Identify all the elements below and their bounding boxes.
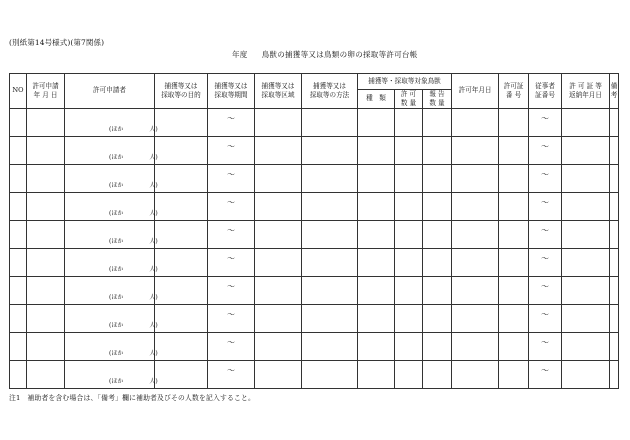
cell-species[interactable] xyxy=(358,136,395,164)
cell-worker-certificate[interactable] xyxy=(529,304,562,332)
cell-remarks[interactable] xyxy=(610,276,619,304)
cell-no[interactable] xyxy=(10,164,27,192)
cell-certificate-number[interactable] xyxy=(499,304,529,332)
cell-purpose[interactable] xyxy=(155,108,208,136)
cell-applicant[interactable] xyxy=(65,276,158,304)
cell-method[interactable] xyxy=(302,192,358,220)
cell-period[interactable] xyxy=(208,248,255,276)
cell-purpose[interactable] xyxy=(155,304,208,332)
cell-purpose[interactable] xyxy=(155,220,208,248)
cell-report-quantity[interactable] xyxy=(423,220,452,248)
cell-permit-quantity[interactable] xyxy=(395,136,423,164)
cell-species[interactable] xyxy=(358,220,395,248)
cell-permit-date[interactable] xyxy=(452,248,499,276)
cell-area[interactable] xyxy=(255,136,302,164)
cell-application-date[interactable] xyxy=(27,220,65,248)
cell-return-date[interactable] xyxy=(562,136,610,164)
cell-remarks[interactable] xyxy=(610,136,619,164)
cell-remarks[interactable] xyxy=(610,220,619,248)
cell-worker-certificate[interactable] xyxy=(529,276,562,304)
cell-no[interactable] xyxy=(10,108,27,136)
header-period: 捕獲等又は 採取等期間 xyxy=(208,74,255,109)
header-species: 種 類 xyxy=(358,90,395,109)
others-count-label: (ほか 人) xyxy=(109,153,158,161)
cell-species[interactable] xyxy=(358,304,395,332)
cell-certificate-number[interactable] xyxy=(499,192,529,220)
footnote: 注1 補助者を含む場合は、「備考」欄に補助者及びその人数を記入すること。 xyxy=(9,394,256,402)
cell-permit-quantity[interactable] xyxy=(395,360,423,388)
cell-permit-date[interactable] xyxy=(452,192,499,220)
cell-species[interactable] xyxy=(358,164,395,192)
cell-permit-quantity[interactable] xyxy=(395,276,423,304)
cell-remarks[interactable] xyxy=(610,108,619,136)
range-tilde: ～ xyxy=(227,281,235,291)
cell-worker-certificate[interactable] xyxy=(529,136,562,164)
cell-species[interactable] xyxy=(358,192,395,220)
cell-report-quantity[interactable] xyxy=(423,164,452,192)
header-remarks: 備 考 xyxy=(610,74,619,109)
cell-no[interactable] xyxy=(10,136,27,164)
cell-method[interactable] xyxy=(302,220,358,248)
cell-permit-date[interactable] xyxy=(452,136,499,164)
cell-applicant[interactable] xyxy=(65,360,158,388)
cell-no[interactable] xyxy=(10,332,27,360)
cell-period[interactable] xyxy=(208,192,255,220)
cell-method[interactable] xyxy=(302,304,358,332)
cell-worker-certificate[interactable] xyxy=(529,248,562,276)
cell-applicant[interactable] xyxy=(65,304,158,332)
cell-report-quantity[interactable] xyxy=(423,136,452,164)
range-tilde: ～ xyxy=(541,197,550,207)
cell-report-quantity[interactable] xyxy=(423,248,452,276)
cell-species[interactable] xyxy=(358,332,395,360)
cell-permit-quantity[interactable] xyxy=(395,108,423,136)
cell-report-quantity[interactable] xyxy=(423,108,452,136)
cell-return-date[interactable] xyxy=(562,360,610,388)
table-row xyxy=(10,220,619,248)
cell-permit-date[interactable] xyxy=(452,276,499,304)
cell-species[interactable] xyxy=(358,360,395,388)
cell-area[interactable] xyxy=(255,248,302,276)
others-count-label: (ほか 人) xyxy=(109,209,158,217)
cell-application-date[interactable] xyxy=(27,360,65,388)
range-tilde: ～ xyxy=(541,281,550,291)
cell-area[interactable] xyxy=(255,276,302,304)
range-tilde: ～ xyxy=(227,366,235,376)
cell-permit-date[interactable] xyxy=(452,332,499,360)
others-count-label: (ほか 人) xyxy=(109,237,158,245)
cell-purpose[interactable] xyxy=(155,360,208,388)
cell-purpose[interactable] xyxy=(155,192,208,220)
cell-application-date[interactable] xyxy=(27,248,65,276)
cell-method[interactable] xyxy=(302,248,358,276)
cell-report-quantity[interactable] xyxy=(423,276,452,304)
table-row xyxy=(10,136,619,164)
table-row xyxy=(10,192,619,220)
document-title xyxy=(232,49,418,60)
cell-permit-date[interactable] xyxy=(452,108,499,136)
cell-permit-quantity[interactable] xyxy=(395,304,423,332)
cell-permit-quantity[interactable] xyxy=(395,248,423,276)
cell-remarks[interactable] xyxy=(610,192,619,220)
cell-applicant[interactable] xyxy=(65,136,158,164)
range-tilde: ～ xyxy=(227,141,235,151)
cell-permit-quantity[interactable] xyxy=(395,192,423,220)
others-count-label: (ほか 人) xyxy=(109,349,158,357)
table-row xyxy=(10,108,619,136)
cell-certificate-number[interactable] xyxy=(499,220,529,248)
cell-purpose[interactable] xyxy=(155,248,208,276)
cell-worker-certificate[interactable] xyxy=(529,164,562,192)
title-text: 鳥獣の捕獲等又は鳥類の卵の採取等許可台帳 xyxy=(261,50,418,59)
cell-area[interactable] xyxy=(255,332,302,360)
range-tilde: ～ xyxy=(541,141,550,151)
cell-area[interactable] xyxy=(255,220,302,248)
cell-worker-certificate[interactable] xyxy=(529,108,562,136)
cell-remarks[interactable] xyxy=(610,360,619,388)
header-area: 捕獲等又は 採取等区域 xyxy=(255,74,302,109)
cell-area[interactable] xyxy=(255,360,302,388)
cell-return-date[interactable] xyxy=(562,220,610,248)
cell-return-date[interactable] xyxy=(562,108,610,136)
permit-ledger-table xyxy=(9,73,624,389)
cell-area[interactable] xyxy=(255,108,302,136)
cell-method[interactable] xyxy=(302,136,358,164)
cell-period[interactable] xyxy=(208,220,255,248)
range-tilde: ～ xyxy=(541,366,550,376)
cell-return-date[interactable] xyxy=(562,248,610,276)
cell-report-quantity[interactable] xyxy=(423,192,452,220)
cell-no[interactable] xyxy=(10,276,27,304)
cell-certificate-number[interactable] xyxy=(499,248,529,276)
cell-area[interactable] xyxy=(255,192,302,220)
cell-remarks[interactable] xyxy=(610,304,619,332)
header-certificate-number: 許可証 番 号 xyxy=(499,74,529,109)
cell-worker-certificate[interactable] xyxy=(529,332,562,360)
cell-no[interactable] xyxy=(10,192,27,220)
cell-application-date[interactable] xyxy=(27,136,65,164)
cell-applicant[interactable] xyxy=(65,108,158,136)
cell-permit-quantity[interactable] xyxy=(395,332,423,360)
cell-certificate-number[interactable] xyxy=(499,136,529,164)
range-tilde: ～ xyxy=(227,338,235,348)
table-row xyxy=(10,248,619,276)
header-no: NO xyxy=(10,74,27,109)
range-tilde: ～ xyxy=(227,310,235,319)
cell-purpose[interactable] xyxy=(155,136,208,164)
cell-report-quantity[interactable] xyxy=(423,332,452,360)
range-tilde: ～ xyxy=(227,197,235,207)
cell-certificate-number[interactable] xyxy=(499,108,529,136)
table-row xyxy=(10,304,619,332)
cell-report-quantity[interactable] xyxy=(423,304,452,332)
cell-species[interactable] xyxy=(358,108,395,136)
header-application-date: 許可申請 年 月 日 xyxy=(27,74,65,109)
header-return-date: 許 可 証 等 返納年月日 xyxy=(562,74,610,109)
form-reference: (別紙第14号様式)(第7関係) xyxy=(9,38,105,47)
cell-permit-date[interactable] xyxy=(452,304,499,332)
cell-area[interactable] xyxy=(255,164,302,192)
cell-applicant[interactable] xyxy=(65,332,158,360)
table-row xyxy=(10,164,619,192)
cell-purpose[interactable] xyxy=(155,276,208,304)
cell-certificate-number[interactable] xyxy=(499,332,529,360)
header-applicant: 許可申請者 xyxy=(65,74,155,109)
cell-no[interactable] xyxy=(10,304,27,332)
cell-permit-date[interactable] xyxy=(452,164,499,192)
range-tilde: ～ xyxy=(227,169,235,179)
cell-species[interactable] xyxy=(358,276,395,304)
header-report-quantity: 報 告 数 量 xyxy=(423,90,452,109)
cell-permit-date[interactable] xyxy=(452,360,499,388)
cell-application-date[interactable] xyxy=(27,108,65,136)
range-tilde: ～ xyxy=(227,225,235,235)
table-row xyxy=(10,332,619,360)
cell-permit-quantity[interactable] xyxy=(395,220,423,248)
cell-permit-quantity[interactable] xyxy=(395,164,423,192)
cell-period[interactable] xyxy=(208,108,255,136)
cell-period[interactable] xyxy=(208,304,255,332)
cell-worker-certificate[interactable] xyxy=(529,220,562,248)
range-tilde: ～ xyxy=(541,310,550,319)
table-header xyxy=(10,74,624,109)
others-count-label: (ほか 人) xyxy=(109,181,158,189)
cell-worker-certificate[interactable] xyxy=(529,192,562,220)
cell-applicant[interactable] xyxy=(65,220,158,248)
cell-purpose[interactable] xyxy=(155,164,208,192)
cell-no[interactable] xyxy=(10,360,27,388)
table-row xyxy=(10,360,619,388)
cell-application-date[interactable] xyxy=(27,304,65,332)
table-row xyxy=(10,276,619,304)
others-count-label: (ほか 人) xyxy=(109,265,158,273)
cell-application-date[interactable] xyxy=(27,332,65,360)
header-purpose: 捕獲等又は 採取等の目的 xyxy=(155,74,208,109)
cell-method[interactable] xyxy=(302,276,358,304)
others-count-label: (ほか 人) xyxy=(109,321,158,329)
cell-application-date[interactable] xyxy=(27,192,65,220)
cell-return-date[interactable] xyxy=(562,304,610,332)
others-count-label: (ほか 人) xyxy=(109,125,158,133)
cell-species[interactable] xyxy=(358,248,395,276)
cell-period[interactable] xyxy=(208,332,255,360)
cell-application-date[interactable] xyxy=(27,276,65,304)
cell-certificate-number[interactable] xyxy=(499,360,529,388)
cell-remarks[interactable] xyxy=(610,248,619,276)
cell-no[interactable] xyxy=(10,248,27,276)
range-tilde: ～ xyxy=(227,113,235,123)
cell-applicant[interactable] xyxy=(65,192,158,220)
cell-application-date[interactable] xyxy=(27,164,65,192)
fiscal-year-label: 年度 xyxy=(232,50,248,59)
cell-method[interactable] xyxy=(302,360,358,388)
cell-period[interactable] xyxy=(208,136,255,164)
range-tilde: ～ xyxy=(541,225,550,235)
table-body xyxy=(10,108,619,388)
cell-return-date[interactable] xyxy=(562,192,610,220)
others-count-label: (ほか 人) xyxy=(109,293,158,301)
cell-report-quantity[interactable] xyxy=(423,360,452,388)
cell-area[interactable] xyxy=(255,304,302,332)
header-method: 捕獲等又は 採取等の方法 xyxy=(302,74,358,109)
header-permit-quantity: 許 可 数 量 xyxy=(395,90,423,109)
cell-method[interactable] xyxy=(302,108,358,136)
cell-remarks[interactable] xyxy=(610,332,619,360)
cell-remarks[interactable] xyxy=(610,164,619,192)
cell-return-date[interactable] xyxy=(562,276,610,304)
header-target-species-group: 捕獲等・採取等対象鳥獣 xyxy=(358,74,452,90)
cell-period[interactable] xyxy=(208,360,255,388)
cell-certificate-number[interactable] xyxy=(499,276,529,304)
range-tilde: ～ xyxy=(541,338,550,348)
range-tilde: ～ xyxy=(541,113,550,123)
others-count-label: (ほか 人) xyxy=(109,377,158,385)
cell-period[interactable] xyxy=(208,276,255,304)
cell-return-date[interactable] xyxy=(562,164,610,192)
cell-worker-certificate[interactable] xyxy=(529,360,562,388)
cell-applicant[interactable] xyxy=(65,164,158,192)
header-worker-certificate: 従事者 証番号 xyxy=(529,74,562,109)
cell-no[interactable] xyxy=(10,220,27,248)
header-permit-date: 許可年月日 xyxy=(452,74,499,109)
range-tilde: ～ xyxy=(541,169,550,179)
cell-method[interactable] xyxy=(302,332,358,360)
cell-period[interactable] xyxy=(208,164,255,192)
cell-purpose[interactable] xyxy=(155,332,208,360)
cell-return-date[interactable] xyxy=(562,332,610,360)
range-tilde: ～ xyxy=(541,253,550,263)
cell-certificate-number[interactable] xyxy=(499,164,529,192)
cell-method[interactable] xyxy=(302,164,358,192)
cell-applicant[interactable] xyxy=(65,248,158,276)
cell-permit-date[interactable] xyxy=(452,220,499,248)
range-tilde: ～ xyxy=(227,253,235,263)
